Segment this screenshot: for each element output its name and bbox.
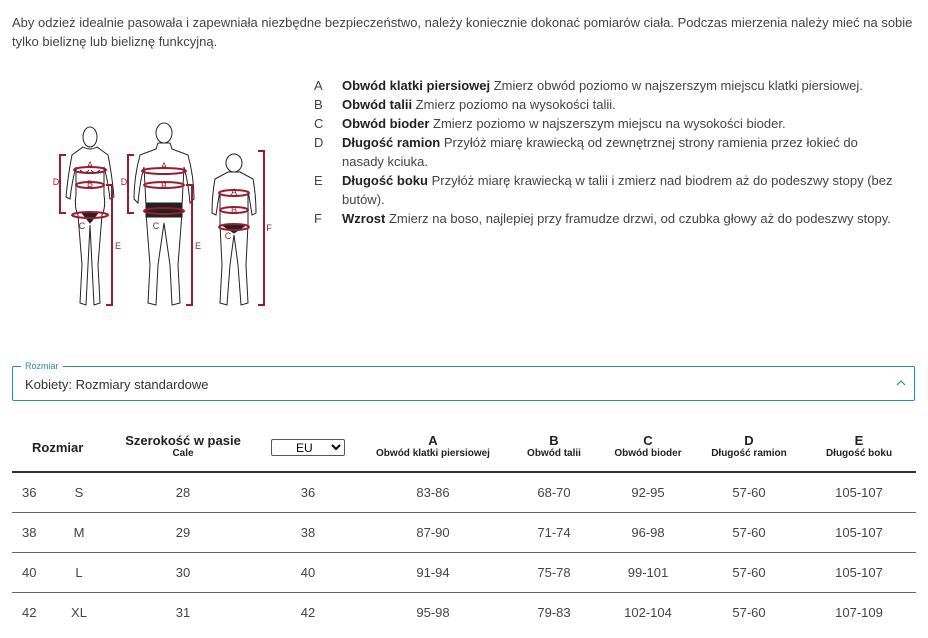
size-category-select[interactable] — [12, 361, 915, 401]
chevron-up-icon[interactable] — [895, 377, 907, 389]
table-row: 36 S 28 36 83-86 68-70 92-95 57-60 105-107 — [12, 472, 916, 513]
header-e: E Długość boku — [825, 433, 893, 459]
svg-text:C: C — [224, 231, 232, 241]
header-c: C Obwód bioder — [614, 433, 682, 459]
table-header-row — [12, 423, 916, 472]
legend-item-b: B Obwód talii Zmierz poziomo na wysokości talii. — [314, 97, 616, 112]
header-a: A Obwód klatki piersiowej — [376, 433, 490, 459]
label-a: A — [86, 160, 94, 170]
header-waist: Szerokość w pasie Cale — [125, 433, 241, 459]
legend-item-e: E Długość boku Przyłóż miarę krawiecką w talii i zmierz nad biodrem aż do podeszwy stopy (bez butów). — [314, 173, 893, 207]
measurement-legend — [314, 76, 914, 228]
legend-item-a: A Obwód klatki piersiowej Zmierz obwód poziomo w najszerszym miejscu klatki piersiowej. — [314, 78, 863, 93]
table-row: 40 L 30 40 91-94 75-78 99-101 57-60 105-107 — [12, 553, 916, 593]
header-size: Rozmiar — [32, 439, 84, 455]
label-c: C — [78, 221, 86, 231]
table-row: 38 M 29 38 87-90 71-74 96-98 57-60 105-107 — [12, 513, 916, 553]
header-unit — [258, 423, 358, 472]
label-e: E — [114, 241, 122, 251]
legend-item-f: F Wzrost Zmierz na boso, najlepiej przy framudze drzwi, od czubka głowy aż do podeszwy stopy. — [314, 211, 891, 226]
header-d: D Długość ramion — [711, 433, 787, 459]
size-category-label: Rozmiar — [21, 360, 63, 372]
table-row: 42 XL 31 42 95-98 79-83 102-104 57-60 107-109 — [22, 605, 883, 620]
legend-item-c: C Obwód bioder Zmierz poziomo w najszerszym miejscu na wysokości bioder. — [314, 116, 786, 131]
body-measurement-illustration — [48, 115, 278, 315]
intro-text: Aby odzież idealnie pasowała i zapewniała niezbędne bezpieczeństwo, należy koniecznie dokonać pomiarów ciała. Podczas mierzenia należy mieć na sobie tylko bieliznę lub bieliznę funkcyjną. — [12, 15, 913, 49]
svg-text:A: A — [160, 161, 168, 171]
header-b: B Obwód talii — [527, 433, 581, 459]
svg-text:E: E — [194, 241, 202, 251]
svg-text:B: B — [160, 181, 168, 191]
svg-text:A: A — [230, 187, 238, 197]
unit-select[interactable] — [271, 439, 345, 456]
svg-text:B: B — [230, 205, 238, 215]
svg-text:D: D — [120, 177, 128, 187]
label-d: D — [52, 177, 60, 187]
label-b: B — [86, 179, 94, 189]
size-table — [12, 423, 916, 632]
label-f: F — [266, 223, 272, 233]
svg-text:C: C — [152, 221, 160, 231]
legend-item-d: D Długość ramion Przyłóż miarę krawiecką od zewnętrznej strony ramienia przez łokieć do nasady kciuka. — [314, 135, 858, 169]
size-category-value: Kobiety: Rozmiary standardowe — [25, 377, 209, 392]
